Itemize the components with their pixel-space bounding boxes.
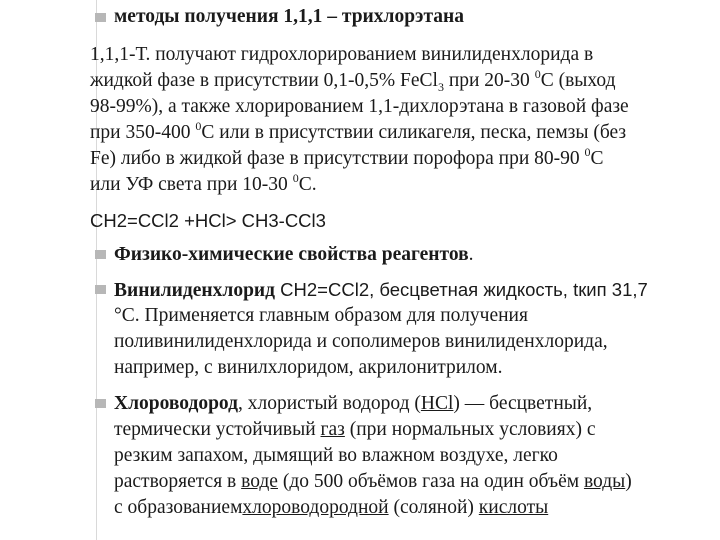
hydrochloric-link[interactable]: хлороводородной [242,497,389,518]
water-link-2[interactable]: воды [583,471,626,492]
square-bullet-icon [95,399,106,408]
para1-line6: или УФ света при 10-30 $^0$С. [90,170,317,195]
gas-link[interactable]: газ [320,419,345,440]
para1-line4: при 350-400 $^0$С или в присутствии силикагеля, песка, пемзы (без [90,118,627,143]
hcl-line3: резким запахом, дымящий во влажном воздухе, легко [114,445,558,466]
para1-line1: 1,1,1-Т. получают гидрохлорированием винилиденхлорида в [90,44,594,65]
square-bullet-icon [95,250,106,259]
para1-line5: Fe) либо в жидкой фазе в присутствии порофора при 80-90 $^0$С [90,144,604,169]
properties-heading: Физико-химические свойства реагентов. [114,244,474,265]
acid-link[interactable]: кислоты [478,497,549,518]
para1-line3: 98-99%), а также хлорированием 1,1-дихлорэтана в газовой фазе [90,96,629,117]
hcl-link[interactable]: HCl [420,393,454,414]
square-bullet-icon [95,13,106,22]
vinylidene-line1: Винилиденхлорид CH2=CCl2, бесцветная жидкость, tкип 31,7 [114,279,648,301]
hcl-line4: растворяется в воде (до 500 объёмов газа на один объём воды) [114,471,632,492]
vinylidene-line4: например, с винилхлоридом, акрилонитрилом. [114,357,503,378]
vinylidene-line2: °С. Применяется главным образом для получения [114,305,528,326]
square-bullet-icon [95,285,106,294]
hcl-line2: термически устойчивый газ (при нормальных условиях) с [114,419,596,440]
reaction-equation: CH2=CCl2 +HCl> CH3-CCl3 [90,210,326,231]
vinylidene-line3: поливинилиденхлорида и сополимеров винилиденхлорида, [114,331,608,352]
para1-line2: жидкой фазе в присутствии 0,1-0,5% FeCl$_3$ при 20-30 $^0$С (выход [90,66,616,94]
hcl-line5: с образованиемхлороводородной (соляной) кислоты [114,497,549,518]
heading: методы получения 1,1,1 – трихлорэтана [114,6,465,27]
hcl-line1: Хлороводород, хлористый водород (HCl) — бесцветный, [114,393,593,414]
water-link[interactable]: воде [241,471,278,492]
